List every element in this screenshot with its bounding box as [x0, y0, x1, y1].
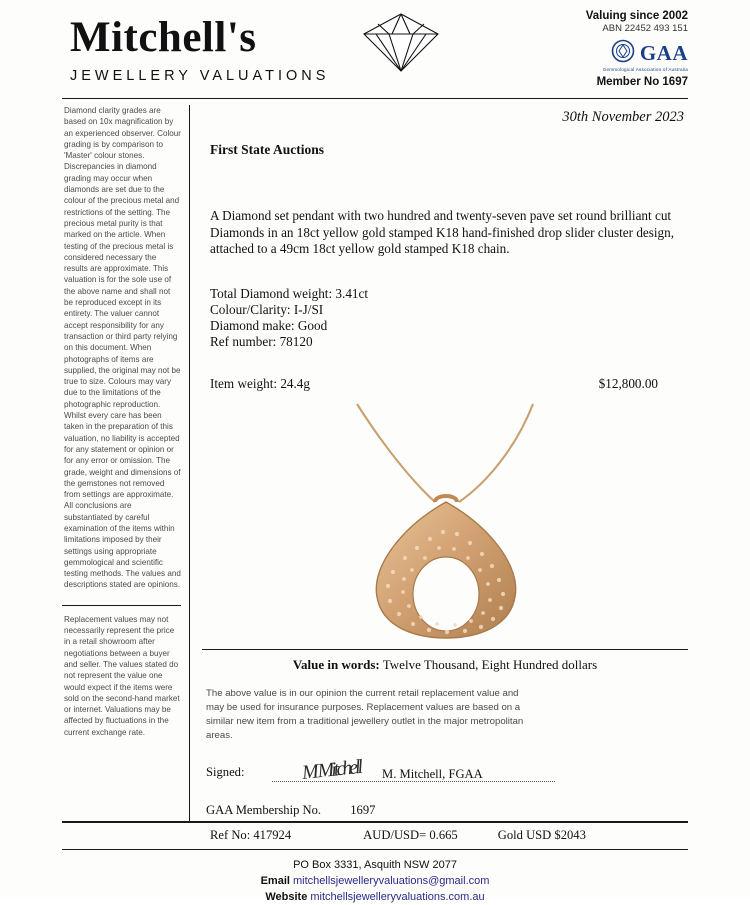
- gaa-label: GAA: [639, 41, 688, 65]
- abn-label: ABN 22452 493 151: [602, 23, 688, 34]
- ref-no: Ref No: 417924: [210, 828, 292, 842]
- main-column: [202, 99, 688, 818]
- item-specs: [210, 286, 688, 351]
- signed-label: Signed:: [206, 765, 245, 780]
- gold-usd-price: Gold USD $2043: [497, 828, 586, 842]
- disclaimer-secondary: Replacement values may not necessarily represent the price in a retail showroom after negotiations between a buyer and seller. The values stated do not represent the value one would expect if the items were sold on the second-hand market or internet. Valuations may be affected by fluctuations in the current exchange rate.: [62, 605, 181, 738]
- reference-line: [62, 822, 688, 843]
- membership-row: [206, 803, 688, 818]
- footer-email-row: [62, 873, 688, 889]
- valuation-date: 30th November 2023: [562, 109, 684, 125]
- signer-name: M. Mitchell, FGAA: [382, 767, 483, 782]
- left-disclaimer-column: [62, 105, 190, 821]
- member-no-label: Member No 1697: [596, 76, 688, 88]
- item-weight-label: Item weight: 24.4g: [210, 376, 310, 392]
- spec-ref-number: Ref number: 78120: [210, 334, 313, 350]
- brand-name: Mitchell's: [70, 14, 257, 61]
- email-address[interactable]: mitchellsjewelleryvaluations@gmail.com: [293, 875, 490, 887]
- brand-subtitle: JEWELLERY VALUATIONS: [70, 68, 330, 84]
- aud-usd-rate: AUD/USD= 0.665: [363, 828, 458, 842]
- item-description: A Diamond set pendant with two hundred and twenty-seven pave set round brilliant cut Diamonds in an 18ct yellow gold stamped K18 hand-finished drop slider cluster design, attached to a 49cm 18ct yellow gold stamped K18 chain.: [210, 208, 675, 256]
- disclaimer-main: Diamond clarity grades are based on 10x magnification by an experienced observer. Colour grading is by comparison to 'Master' colour stones. Discrepancies in diamond grading may occur when diamonds are set due to the colour of the precious metal and restrictions of the setting. The precious metal purity is that marked on the article. When testing of the precious metal is considered necessary the results are approximate. This valuation is for the sole use of the above name and shall not be reproduced except in its entirety. The valuer cannot accept responsibility for any transaction or third party relying on this document. When photographs of items are supplied, the original may not be true to size. Colours may vary due to the limitations of the photographic reproduction. Whilst every care has been taken in the preparation of this valuation, no liability is accepted for any statement or opinion or for any error or omission. The grade, weight and dimensions of the gemstones not removed from settings are approximate. All conclusions are substantiated by careful examination of the items within limitations imposed by their settings using appropriate gemmological and scientific testing methods. The values and descriptions stated are opinions.: [64, 106, 181, 590]
- value-in-words-row: [202, 649, 688, 673]
- valuing-block: [438, 10, 688, 88]
- client-name: First State Auctions: [210, 142, 324, 157]
- website-address[interactable]: mitchellsjewelleryvaluations.com.au: [310, 891, 485, 903]
- gaa-logo-row: [438, 39, 688, 68]
- item-price: $12,800.00: [598, 376, 658, 392]
- signature-row: [206, 756, 688, 787]
- website-label: Website: [265, 891, 308, 903]
- footer-address: PO Box 3331, Asquith NSW 2077: [293, 859, 457, 871]
- gaa-seal-icon: [611, 39, 635, 68]
- footer-website-row: [62, 889, 688, 905]
- spec-total-diamond-weight: Total Diamond weight: 3.41ct: [210, 285, 369, 301]
- membership-number: 1697: [350, 803, 376, 818]
- value-in-words-label: Value in words:: [292, 657, 380, 673]
- email-label: Email: [260, 875, 290, 887]
- signature-glyph: M Mitchell: [300, 756, 362, 785]
- item-weight-price-row: [210, 376, 658, 392]
- document-header: [62, 0, 688, 99]
- spec-colour-clarity: Colour/Clarity: I-J/SI: [210, 301, 324, 317]
- brand-block: [70, 16, 400, 84]
- gaa-caption: Gemmological Association of Australia: [602, 67, 688, 72]
- item-photograph: [202, 398, 688, 643]
- opinion-text: The above value is in our opinion the current retail replacement value and may be used for insurance purposes. Replacement values are based on a similar new item from a traditional jewellery outlet in the major metropolitan areas.: [206, 688, 524, 742]
- spec-diamond-make: Diamond make: Good: [210, 317, 328, 333]
- diamond-logo-icon: [362, 12, 440, 79]
- value-in-words: Twelve Thousand, Eight Hundred dollars: [382, 657, 598, 673]
- membership-label: GAA Membership No.: [206, 803, 322, 818]
- valuing-since-label: Valuing since 2002: [585, 10, 688, 22]
- document-body: [62, 99, 688, 822]
